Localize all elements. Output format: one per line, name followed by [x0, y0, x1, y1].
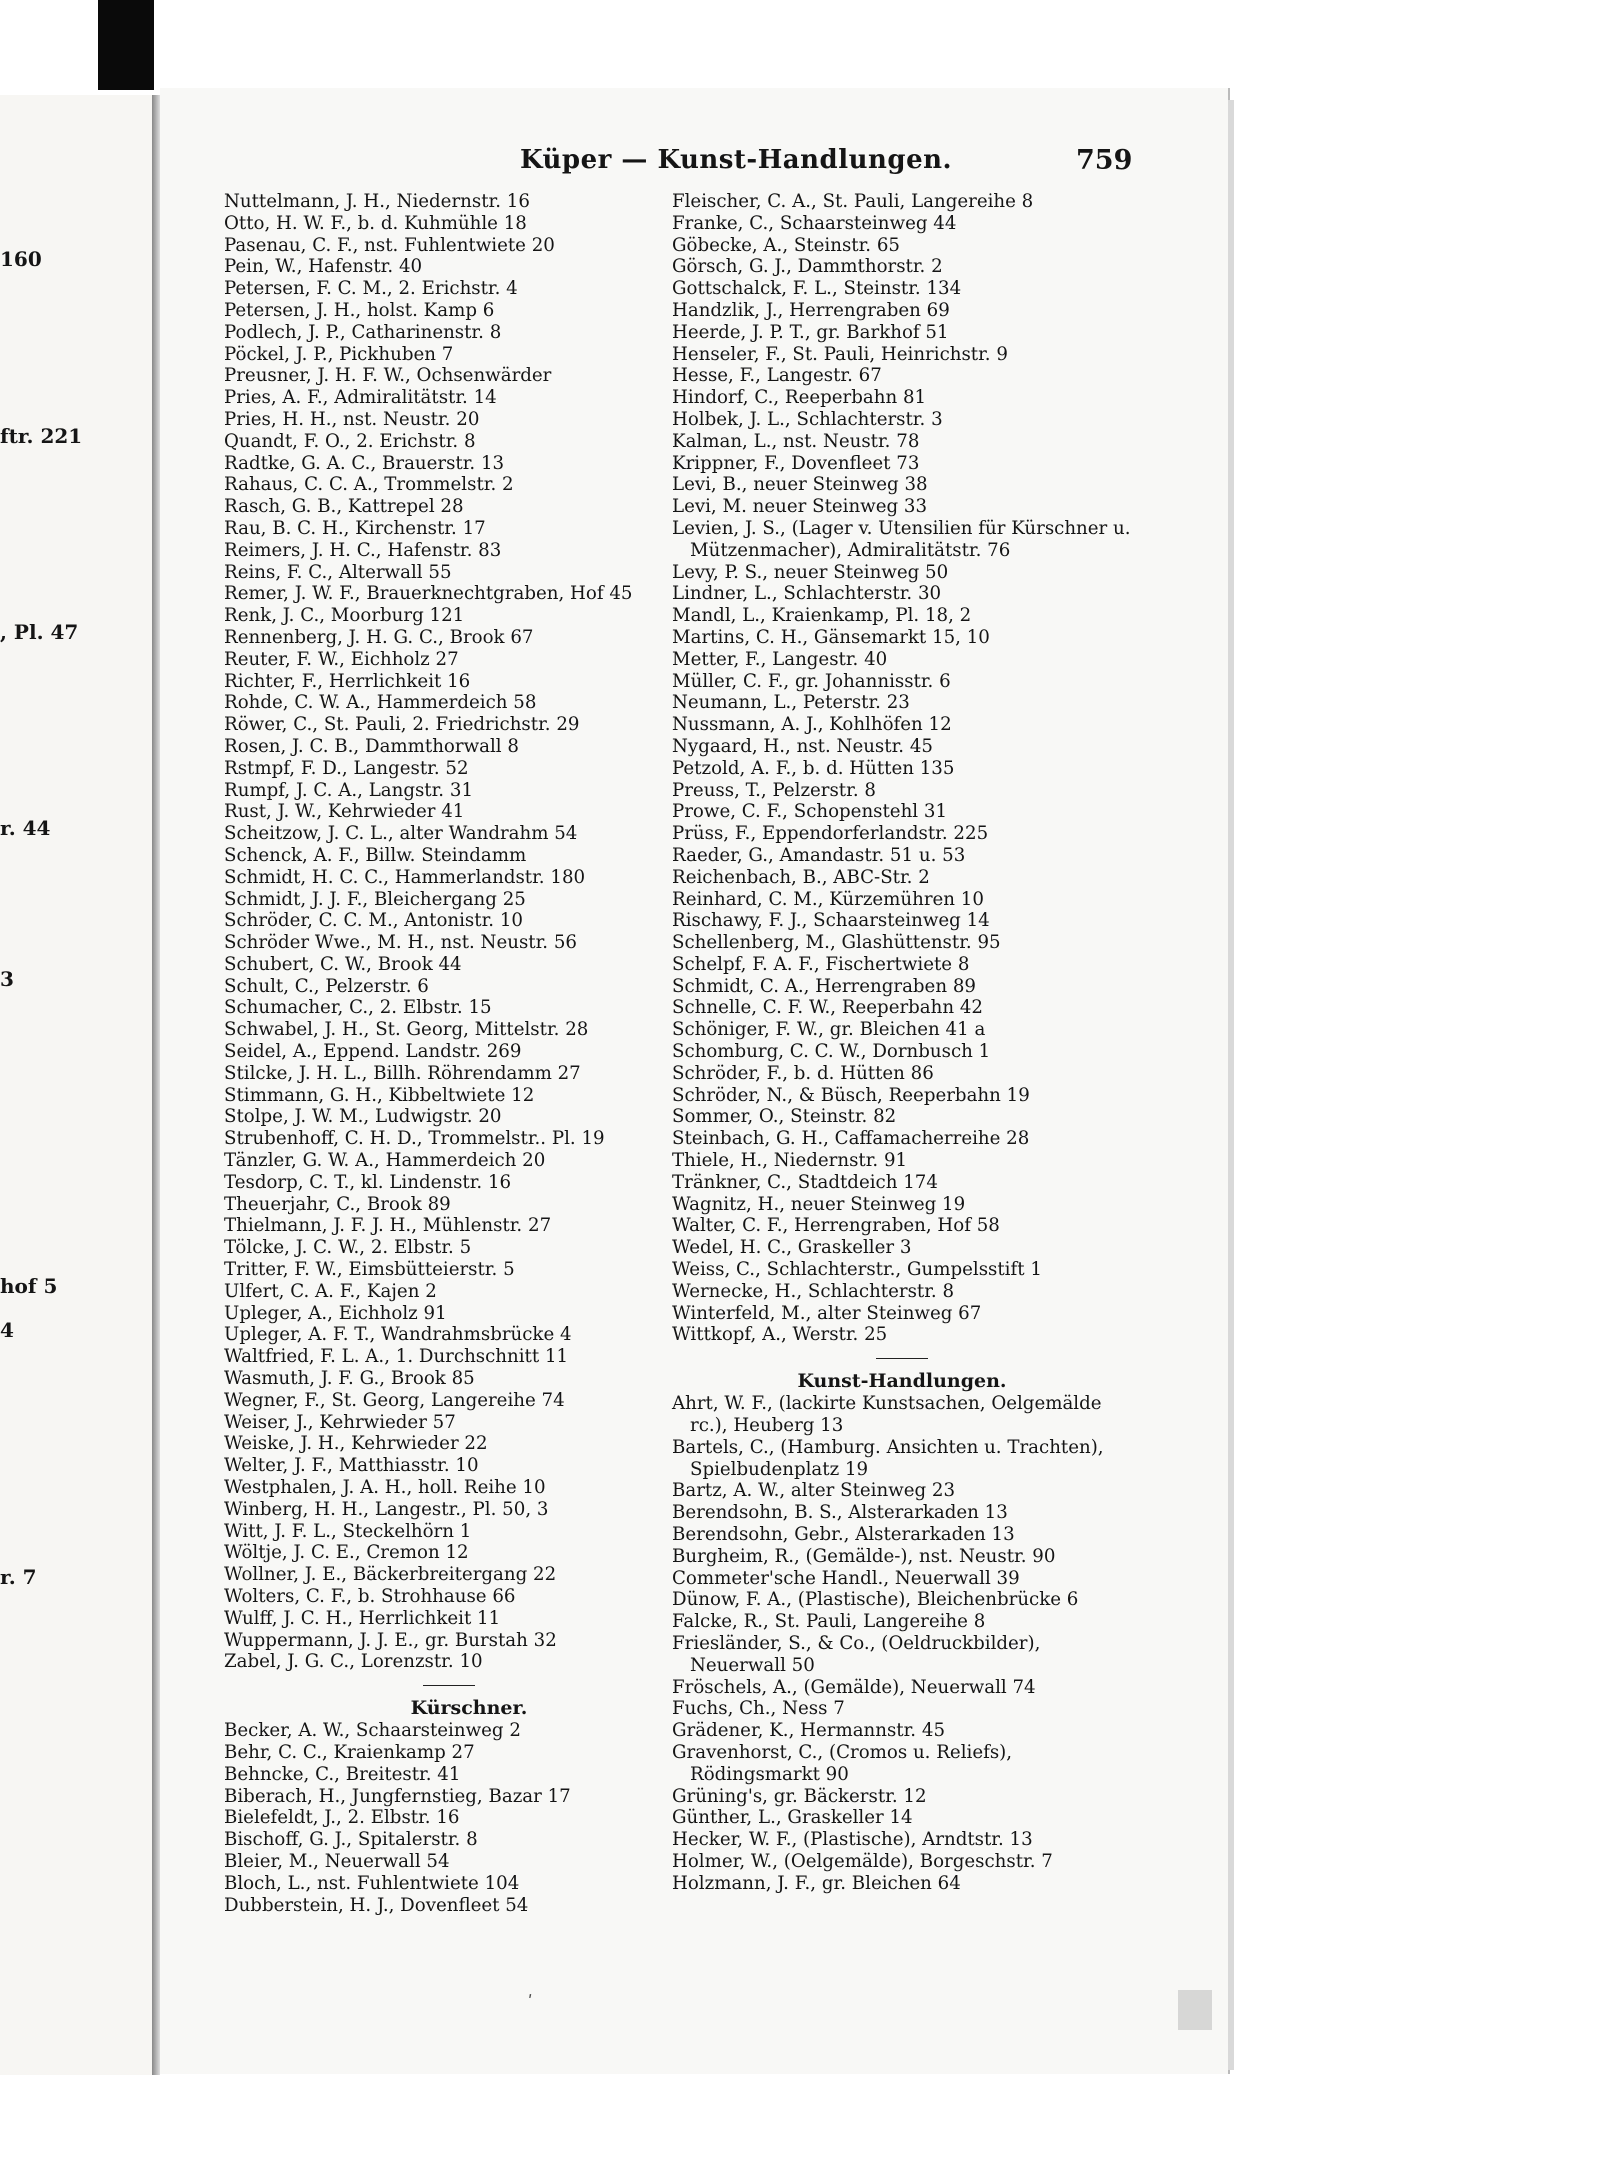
- directory-entry: Levi, B., neuer Steinweg 38: [672, 474, 928, 496]
- directory-entry: Preuss, T., Pelzerstr. 8: [672, 779, 876, 801]
- section-heading-kunsthandlungen: Kunst-Handlungen.: [797, 1370, 1007, 1393]
- directory-entry: Pries, A. F., Admiralitätstr. 14: [224, 387, 497, 409]
- directory-entry: Zabel, J. G. C., Lorenzstr. 10: [224, 1651, 483, 1673]
- directory-entry: Nuttelmann, J. H., Niedernstr. 16: [224, 191, 530, 212]
- directory-entry: Gottschalck, F. L., Steinstr. 134: [672, 278, 962, 300]
- directory-entry: Burgheim, R., (Gemälde-), nst. Neustr. 90: [672, 1545, 1056, 1567]
- directory-entry: Krippner, F., Dovenfleet 73: [672, 452, 920, 474]
- directory-entry: Raeder, G., Amandastr. 51 u. 53: [672, 844, 966, 866]
- directory-entry: Nygaard, H., nst. Neustr. 45: [672, 735, 933, 757]
- directory-entry: Petersen, J. H., holst. Kamp 6: [224, 299, 495, 321]
- directory-entry: Dubberstein, H. J., Dovenfleet 54: [224, 1894, 529, 1916]
- directory-entry: Reimers, J. H. C., Hafenstr. 83: [224, 539, 502, 561]
- directory-entry: Rosen, J. C. B., Dammthorwall 8: [224, 735, 519, 757]
- directory-entry: Wulff, J. C. H., Herrlichkeit 11: [224, 1607, 501, 1629]
- directory-entry: Bischoff, G. J., Spitalerstr. 8: [224, 1829, 478, 1851]
- directory-entry: Quandt, F. O., 2. Erichstr. 8: [224, 430, 476, 452]
- directory-entry: Reichenbach, B., ABC-Str. 2: [672, 866, 930, 888]
- left-page-text-fragment: r. 44: [0, 816, 51, 840]
- directory-entry: Welter, J. F., Matthiasstr. 10: [224, 1455, 479, 1477]
- left-page-text-fragment: ftr. 221: [0, 424, 83, 448]
- directory-entry: Sommer, O., Steinstr. 82: [672, 1106, 897, 1128]
- directory-entry: Remer, J. W. F., Brauerknechtgraben, Hof 45: [224, 583, 633, 605]
- directory-entry: Mandl, L., Kraienkamp, Pl. 18, 2: [672, 605, 972, 627]
- directory-entry: Levy, P. S., neuer Steinweg 50: [672, 561, 949, 583]
- directory-entry: Dünow, F. A., (Plastische), Bleichenbrücke 6: [672, 1589, 1079, 1611]
- directory-entry: Lindner, L., Schlachterstr. 30: [672, 583, 942, 605]
- directory-entry: Commeter'sche Handl., Neuerwall 39: [672, 1567, 1020, 1589]
- directory-entry: Metter, F., Langestr. 40: [672, 648, 888, 670]
- directory-entry: Behncke, C., Breitestr. 41: [224, 1763, 461, 1785]
- directory-entry: Schubert, C. W., Brook 44: [224, 953, 462, 975]
- directory-entry: Upleger, A., Eichholz 91: [224, 1302, 447, 1324]
- directory-entry: Wedel, H. C., Graskeller 3: [672, 1237, 912, 1259]
- directory-entry: Schmidt, C. A., Herrengraben 89: [672, 975, 976, 997]
- page-edge: [1228, 100, 1234, 2070]
- directory-entry: Wasmuth, J. F. G., Brook 85: [224, 1368, 475, 1390]
- directory-entry: Rstmpf, F. D., Langestr. 52: [224, 757, 469, 779]
- scan-mark: ʹ: [528, 1992, 533, 2011]
- directory-entry: Rohde, C. W. A., Hammerdeich 58: [224, 692, 537, 714]
- directory-entry: Schröder, C. C. M., Antonistr. 10: [224, 910, 523, 932]
- directory-entry: Reinhard, C. M., Kürzemühren 10: [672, 888, 984, 910]
- directory-entry: Richter, F., Herrlichkeit 16: [224, 670, 471, 692]
- directory-entry: Wernecke, H., Schlachterstr. 8: [672, 1280, 955, 1302]
- directory-entry: Becker, A. W., Schaarsteinweg 2: [224, 1720, 521, 1742]
- directory-entry: Henseler, F., St. Pauli, Heinrichstr. 9: [672, 343, 1008, 365]
- left-page-fragment: [0, 95, 155, 2075]
- right-column: [672, 191, 1132, 1895]
- directory-entry: Schröder, F., b. d. Hütten 86: [672, 1062, 934, 1084]
- directory-entry: Preusner, J. H. F. W., Ochsenwärder: [224, 365, 552, 387]
- directory-entry: Weiser, J., Kehrwieder 57: [224, 1411, 456, 1433]
- directory-entry: Radtke, G. A. C., Brauerstr. 13: [224, 452, 505, 474]
- directory-entry: Thielmann, J. F. J. H., Mühlenstr. 27: [224, 1215, 552, 1237]
- directory-entry: Röwer, C., St. Pauli, 2. Friedrichstr. 29: [224, 714, 580, 736]
- directory-entry: Rumpf, J. C. A., Langstr. 31: [224, 779, 474, 801]
- page-number: 759: [1076, 145, 1133, 176]
- directory-entry: Rau, B. C. H., Kirchenstr. 17: [224, 517, 486, 539]
- directory-entry: Pöckel, J. P., Pickhuben 7: [224, 343, 454, 365]
- directory-entry: Fleischer, C. A., St. Pauli, Langereihe 8: [672, 191, 1034, 212]
- directory-entry: Tränkner, C., Stadtdeich 174: [672, 1171, 938, 1193]
- directory-entry: Waltfried, F. L. A., 1. Durchschnitt 11: [224, 1346, 569, 1368]
- directory-entry: Levi, M. neuer Steinweg 33: [672, 496, 928, 518]
- page-corner-smudge: [1178, 1990, 1212, 2030]
- directory-entry: Grüning's, gr. Bäckerstr. 12: [672, 1785, 927, 1807]
- directory-entry: Martins, C. H., Gänsemarkt 15, 10: [672, 626, 990, 648]
- directory-entry: Petersen, F. C. M., 2. Erichstr. 4: [224, 278, 518, 300]
- directory-entry: Pein, W., Hafenstr. 40: [224, 256, 423, 278]
- directory-entry: Göbecke, A., Steinstr. 65: [672, 234, 900, 256]
- directory-entry: Stolpe, J. W. M., Ludwigstr. 20: [224, 1106, 502, 1128]
- directory-entry: Pasenau, C. F., nst. Fuhlentwiete 20: [224, 234, 555, 256]
- left-page-text-fragment: r. 7: [0, 1565, 37, 1589]
- directory-entry: Weiss, C., Schlachterstr., Gumpelsstift 1: [672, 1259, 1042, 1281]
- directory-entry: Schumacher, C., 2. Elbstr. 15: [224, 997, 492, 1019]
- directory-entry: Berendsohn, Gebr., Alsterarkaden 13: [672, 1524, 1015, 1546]
- section-divider: [423, 1685, 475, 1686]
- directory-entry: Winterfeld, M., alter Steinweg 67: [672, 1302, 982, 1324]
- directory-entry: Gravenhorst, C., (Cromos u. Reliefs), Rödingsmarkt 90: [672, 1741, 1013, 1785]
- directory-entry: Levien, J. S., (Lager v. Utensilien für Kürschner u. Mützenmacher), Admiralitätstr. 76: [672, 517, 1131, 561]
- directory-entry: Walter, C. F., Herrengraben, Hof 58: [672, 1215, 1000, 1237]
- directory-entry: Schomburg, C. C. W., Dornbusch 1: [672, 1041, 991, 1063]
- directory-entry: Schenck, A. F., Billw. Steindamm: [224, 844, 527, 866]
- directory-entry: Westphalen, J. A. H., holl. Reihe 10: [224, 1477, 546, 1499]
- directory-entry: Hecker, W. F., (Plastische), Arndtstr. 13: [672, 1829, 1033, 1851]
- directory-entry: Rischawy, F. J., Schaarsteinweg 14: [672, 910, 990, 932]
- directory-entry: Rasch, G. B., Kattrepel 28: [224, 496, 464, 518]
- directory-entry: Wöltje, J. C. E., Cremon 12: [224, 1542, 469, 1564]
- directory-entry: Tänzler, G. W. A., Hammerdeich 20: [224, 1150, 546, 1172]
- directory-entry: Ulfert, C. A. F., Kajen 2: [224, 1280, 437, 1302]
- directory-entry: Müller, C. F., gr. Johannisstr. 6: [672, 670, 951, 692]
- directory-entry: Holbek, J. L., Schlachterstr. 3: [672, 408, 943, 430]
- directory-entry: Thiele, H., Niedernstr. 91: [672, 1150, 908, 1172]
- directory-entry: Franke, C., Schaarsteinweg 44: [672, 212, 957, 234]
- directory-entry: Pries, H. H., nst. Neustr. 20: [224, 408, 480, 430]
- directory-entry: Falcke, R., St. Pauli, Langereihe 8: [672, 1611, 986, 1633]
- directory-entry: Handzlik, J., Herrengraben 69: [672, 299, 950, 321]
- directory-entry: Podlech, J. P., Catharinenstr. 8: [224, 321, 502, 343]
- directory-entry: Seidel, A., Eppend. Landstr. 269: [224, 1041, 522, 1063]
- directory-entry: Tritter, F. W., Eimsbütteierstr. 5: [224, 1259, 515, 1281]
- left-page-text-fragment: 3: [0, 967, 14, 991]
- directory-entry: Tesdorp, C. T., kl. Lindenstr. 16: [224, 1171, 512, 1193]
- directory-entry: Friesländer, S., & Co., (Oeldruckbilder), Neuerwall 50: [672, 1633, 1041, 1676]
- left-page-text-fragment: 4: [0, 1318, 14, 1342]
- directory-entry: Wolters, C. F., b. Strohhause 66: [224, 1586, 516, 1607]
- directory-entry: Theuerjahr, C., Brook 89: [224, 1193, 451, 1215]
- directory-entry: Fröschels, A., (Gemälde), Neuerwall 74: [672, 1676, 1036, 1698]
- directory-entry: Schöniger, F. W., gr. Bleichen 41 a: [672, 1019, 986, 1041]
- directory-entry: Wittkopf, A., Werstr. 25: [672, 1324, 888, 1346]
- running-header: Küper — Kunst-Handlungen.: [520, 145, 953, 175]
- directory-entry: Hindorf, C., Reeperbahn 81: [672, 387, 927, 409]
- directory-entry: Kalman, L., nst. Neustr. 78: [672, 430, 920, 452]
- directory-entry: Holmer, W., (Oelgemälde), Borgeschstr. 7: [672, 1850, 1053, 1872]
- directory-entry: Biberach, H., Jungfernstieg, Bazar 17: [224, 1785, 571, 1807]
- left-column: [224, 191, 674, 1916]
- directory-entry: Prowe, C. F., Schopenstehl 31: [672, 801, 948, 823]
- left-page-text-fragment: 160: [0, 247, 42, 271]
- directory-entry: Bartels, C., (Hamburg. Ansichten u. Trachten), Spielbudenplatz 19: [672, 1436, 1104, 1480]
- directory-entry: Bloch, L., nst. Fuhlentwiete 104: [224, 1872, 520, 1894]
- directory-entry: Steinbach, G. H., Caffamacherreihe 28: [672, 1128, 1030, 1150]
- directory-entry: Wuppermann, J. J. E., gr. Burstah 32: [224, 1629, 557, 1651]
- section-heading-kuerschner: Kürschner.: [410, 1697, 528, 1720]
- directory-entry: Berendsohn, B. S., Alsterarkaden 13: [672, 1502, 1008, 1524]
- directory-entry: Behr, C. C., Kraienkamp 27: [224, 1741, 475, 1763]
- directory-entry: Bartz, A. W., alter Steinweg 23: [672, 1480, 956, 1502]
- directory-entry: Heerde, J. P. T., gr. Barkhof 51: [672, 321, 949, 343]
- directory-entry: Weiske, J. H., Kehrwieder 22: [224, 1433, 488, 1455]
- directory-entry: Schelpf, F. A. F., Fischertwiete 8: [672, 953, 970, 975]
- directory-entry: Wollner, J. E., Bäckerbreitergang 22: [224, 1564, 557, 1586]
- directory-entry: Wegner, F., St. Georg, Langereihe 74: [224, 1389, 565, 1411]
- directory-entry: Prüss, F., Eppendorferlandstr. 225: [672, 823, 989, 845]
- directory-entry: Bleier, M., Neuerwall 54: [224, 1850, 450, 1872]
- directory-entry: Scheitzow, J. C. L., alter Wandrahm 54: [224, 823, 578, 845]
- directory-entry: Tölcke, J. C. W., 2. Elbstr. 5: [224, 1237, 472, 1259]
- directory-entry: Wagnitz, H., neuer Steinweg 19: [672, 1193, 966, 1215]
- directory-entry: Schmidt, H. C. C., Hammerlandstr. 180: [224, 866, 586, 888]
- directory-entry: Neumann, L., Peterstr. 23: [672, 692, 910, 714]
- directory-entry: Holzmann, J. F., gr. Bleichen 64: [672, 1872, 961, 1894]
- directory-entry: Schnelle, C. F. W., Reeperbahn 42: [672, 997, 983, 1019]
- section-divider: [876, 1358, 928, 1359]
- directory-entry: Bielefeldt, J., 2. Elbstr. 16: [224, 1807, 460, 1829]
- directory-entry: Fuchs, Ch., Ness 7: [672, 1698, 845, 1720]
- page-gutter: [152, 95, 160, 2075]
- directory-entry: Schröder Wwe., M. H., nst. Neustr. 56: [224, 932, 577, 954]
- directory-entry: Schwabel, J. H., St. Georg, Mittelstr. 28: [224, 1019, 589, 1041]
- directory-entry: Nussmann, A. J., Kohlhöfen 12: [672, 714, 952, 736]
- directory-entry: Witt, J. F. L., Steckelhörn 1: [224, 1520, 472, 1542]
- directory-entry: Rahaus, C. C. A., Trommelstr. 2: [224, 474, 514, 496]
- directory-entry: Stimmann, G. H., Kibbeltwiete 12: [224, 1084, 535, 1106]
- directory-entry: Grädener, K., Hermannstr. 45: [672, 1720, 946, 1742]
- directory-entry: Strubenhoff, C. H. D., Trommelstr.. Pl. 19: [224, 1128, 605, 1150]
- directory-entry: Petzold, A. F., b. d. Hütten 135: [672, 757, 955, 779]
- scanner-edge-band: [98, 0, 154, 90]
- directory-entry: Rust, J. W., Kehrwieder 41: [224, 801, 465, 823]
- directory-entry: Stilcke, J. H. L., Billh. Röhrendamm 27: [224, 1062, 581, 1084]
- directory-entry: Renk, J. C., Moorburg 121: [224, 605, 465, 627]
- directory-entry: Günther, L., Graskeller 14: [672, 1807, 913, 1829]
- left-page-text-fragment: hof 5: [0, 1274, 58, 1298]
- directory-entry: Rennenberg, J. H. G. C., Brook 67: [224, 626, 534, 648]
- directory-entry: Schmidt, J. J. F., Bleichergang 25: [224, 888, 526, 910]
- directory-entry: Schult, C., Pelzerstr. 6: [224, 975, 429, 997]
- directory-entry: Hesse, F., Langestr. 67: [672, 365, 882, 387]
- directory-entry: Otto, H. W. F., b. d. Kuhmühle 18: [224, 212, 527, 234]
- directory-entry: Ahrt, W. F., (lackirte Kunstsachen, Oelgemälde rc.), Heuberg 13: [672, 1393, 1102, 1437]
- directory-entry: Görsch, G. J., Dammthorstr. 2: [672, 256, 943, 278]
- directory-entry: Reins, F. C., Alterwall 55: [224, 561, 452, 583]
- directory-entry: Upleger, A. F. T., Wandrahmsbrücke 4: [224, 1324, 572, 1346]
- directory-entry: Schellenberg, M., Glashüttenstr. 95: [672, 932, 1001, 954]
- directory-entry: Reuter, F. W., Eichholz 27: [224, 648, 459, 670]
- directory-entry: Winberg, H. H., Langestr., Pl. 50, 3: [224, 1498, 549, 1520]
- directory-entry: Schröder, N., & Büsch, Reeperbahn 19: [672, 1084, 1030, 1106]
- left-page-text-fragment: , Pl. 47: [0, 620, 79, 644]
